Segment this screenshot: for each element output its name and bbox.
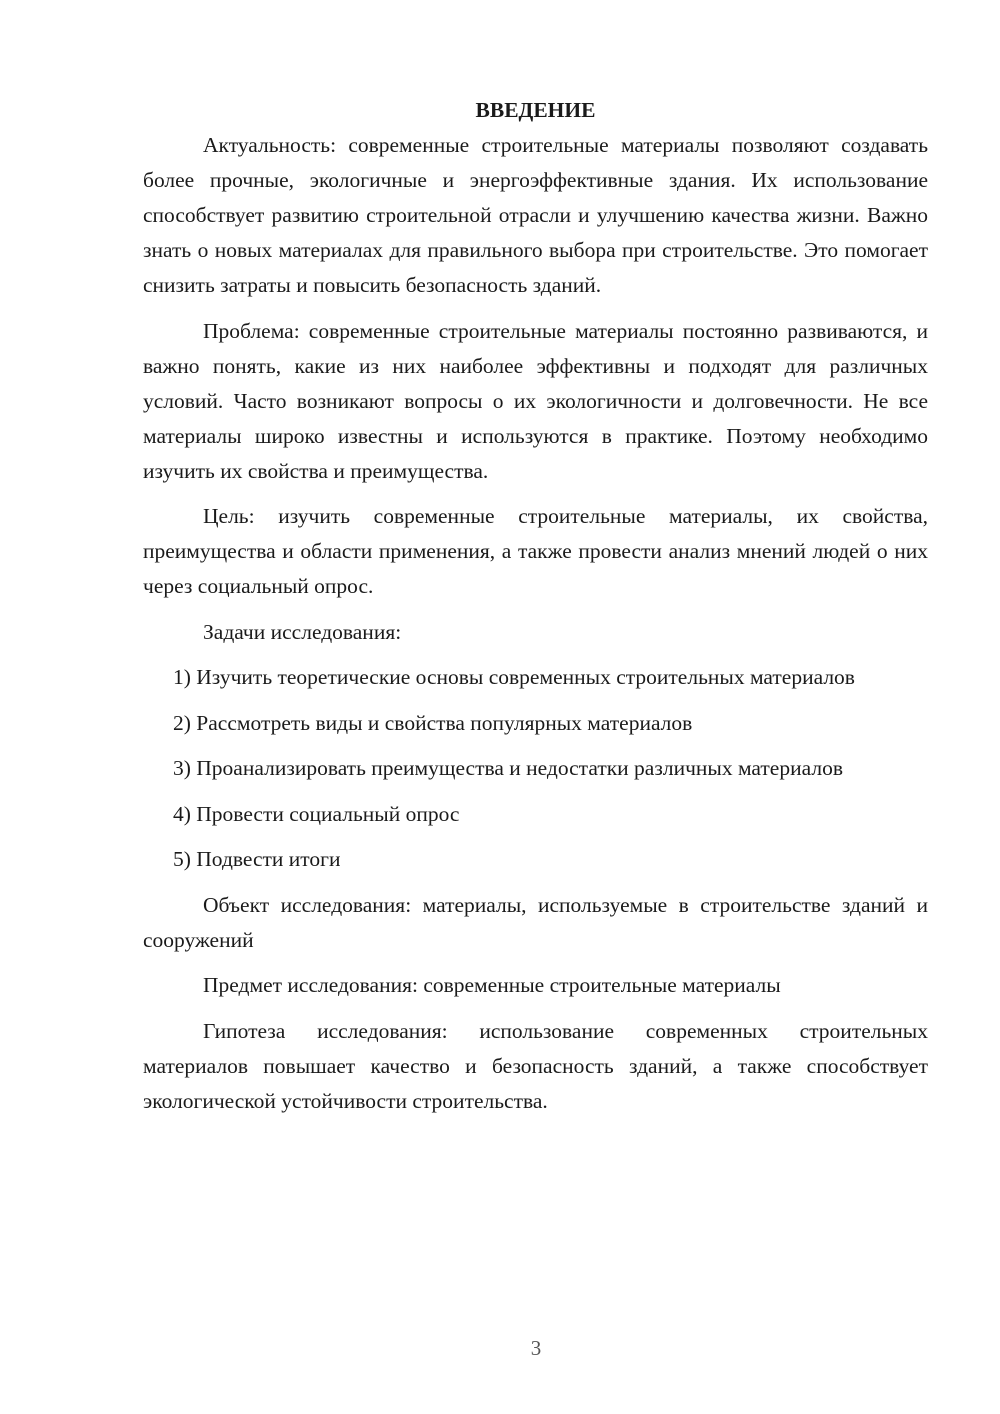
task-item-3: 3) Проанализировать преимущества и недостатки различных материалов [173, 756, 843, 780]
relevance-paragraph: Актуальность: современные строительные материалы позволяют создавать более прочные, экологичные и энергоэффективные здания. Их использование способствует развитию строительной отрасли и улучшению качества жизни. Важно знать о новых материалах для правильного выбора при строительстве. Это помогает снизить затраты и повысить безопасность зданий. [143, 133, 928, 297]
task-item-4: 4) Провести социальный опрос [173, 801, 460, 826]
hypothesis-paragraph: Гипотеза исследования: использование современных строительных материалов повышает качество и безопасность зданий, а также способствует экологической устойчивости строительства. [143, 1018, 928, 1113]
problem-paragraph: Проблема: современные строительные материалы постоянно развиваются, и важно понять, какие из них наиболее эффективны и подходят для различных условий. Часто возникают вопросы о их экологичности и долговечности. Не все материалы широко известны и используются в практике. Поэтому необходимо изучить их свойства и преимущества. [143, 318, 928, 483]
task-item-2: 2) Рассмотреть виды и свойства популярных материалов [173, 710, 693, 735]
object-paragraph: Объект исследования: материалы, используемые в строительстве зданий и сооружений [143, 892, 928, 952]
page-number: 3 [530, 1336, 542, 1360]
task-item-1: 1) Изучить теоретические основы современных строительных материалов [173, 665, 855, 689]
section-title: ВВЕДЕНИЕ [475, 98, 596, 122]
subject-paragraph: Предмет исследования: современные строительные материалы [203, 973, 781, 997]
page-content [143, 93, 928, 1129]
task-item-5: 5) Подвести итоги [173, 847, 341, 871]
tasks-heading: Задачи исследования: [203, 619, 402, 644]
goal-paragraph: Цель: изучить современные строительные материалы, их свойства, преимущества и области применения, а также провести анализ мнений людей о них через социальный опрос. [143, 504, 928, 598]
